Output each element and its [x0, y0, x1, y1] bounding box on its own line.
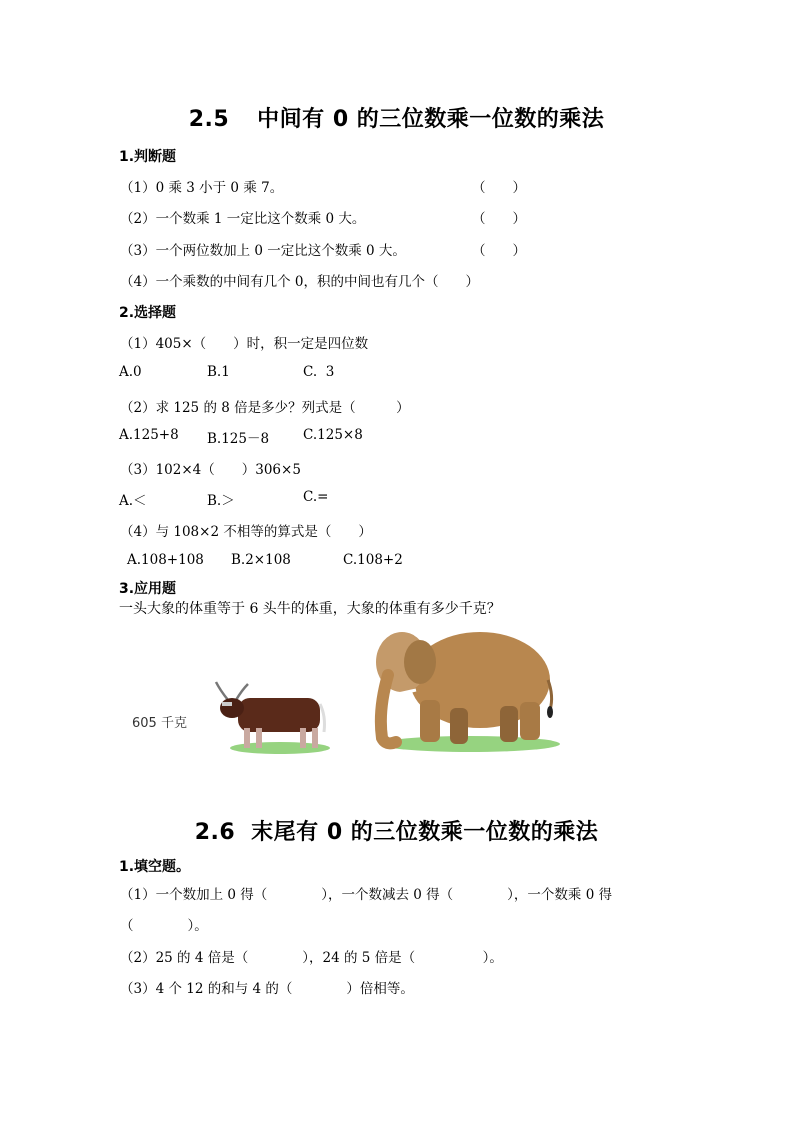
section-title-2-5	[0, 102, 793, 133]
mc-q3-option-a[interactable]: A.＜	[119, 493, 147, 509]
cow-weight-label: 605 千克	[132, 716, 187, 731]
mc-q4-option-c[interactable]: C.108+2	[343, 552, 403, 568]
fill-question-3: （3）4 个 12 的和与 4 的（ ）倍相等。	[120, 981, 414, 997]
tf-answer-3[interactable]: （ ）	[472, 243, 526, 259]
mc-q3-option-c[interactable]: C.=	[303, 489, 329, 505]
tf-question-1: （1）0 乘 3 小于 0 乘 7。	[120, 180, 284, 196]
mc-q1-option-b[interactable]: B.1	[207, 364, 230, 380]
mc-q1-option-c[interactable]: C. 3	[303, 364, 335, 380]
fill-question-1-cont: （ ）。	[120, 918, 208, 934]
heading-multiple-choice: 2.选择题	[119, 305, 177, 321]
cow-icon	[216, 682, 330, 754]
fill-question-1: （1）一个数加上 0 得（ ），一个数减去 0 得（ ），一个数乘 0 得	[120, 887, 613, 903]
word-problem-text: 一头大象的体重等于 6 头牛的体重，大象的体重有多少千克？	[119, 601, 501, 617]
mc-q2-option-b[interactable]: B.125－8	[207, 431, 270, 447]
heading-word-problem: 3.应用题	[119, 581, 177, 597]
fill-question-2: （2）25 的 4 倍是（ ），24 的 5 倍是（ ）。	[120, 950, 503, 966]
heading-fill-in-blank: 1.填空题。	[119, 859, 191, 875]
mc-q3-option-b[interactable]: B.＞	[207, 493, 235, 509]
section-number: 2.5	[188, 107, 230, 132]
tf-question-2: （2）一个数乘 1 一定比这个数乘 0 大。	[120, 211, 366, 227]
mc-q2-option-a[interactable]: A.125+8	[119, 427, 179, 443]
heading-true-false: 1.判断题	[119, 149, 177, 165]
section-title-text: 末尾有 0 的三位数乘一位数的乘法	[251, 820, 599, 845]
tf-question-4: （4）一个乘数的中间有几个 0，积的中间也有几个（ ）	[120, 274, 479, 290]
cow-elephant-illustration	[120, 620, 560, 760]
animals-svg	[120, 620, 560, 760]
mc-question-3: （3）102×4（ ）306×5	[120, 462, 301, 478]
section-title-text: 中间有 0 的三位数乘一位数的乘法	[257, 107, 605, 132]
tf-answer-1[interactable]: （ ）	[472, 180, 526, 196]
section-number: 2.6	[194, 820, 236, 845]
mc-q4-option-b[interactable]: B.2×108	[231, 552, 291, 568]
tf-question-3: （3）一个两位数加上 0 一定比这个数乘 0 大。	[120, 243, 406, 259]
mc-q1-option-a[interactable]: A.0	[119, 364, 142, 380]
mc-question-2: （2）求 125 的 8 倍是多少？列式是（ ）	[120, 400, 410, 416]
section-title-2-6	[0, 815, 793, 846]
elephant-icon	[376, 632, 560, 752]
mc-q2-option-c[interactable]: C.125×8	[303, 427, 363, 443]
mc-question-1: （1）405×（ ）时，积一定是四位数	[120, 336, 369, 352]
tf-answer-2[interactable]: （ ）	[472, 211, 526, 227]
mc-q4-option-a[interactable]: A.108+108	[127, 552, 204, 568]
mc-question-4: （4）与 108×2 不相等的算式是（ ）	[120, 524, 372, 540]
